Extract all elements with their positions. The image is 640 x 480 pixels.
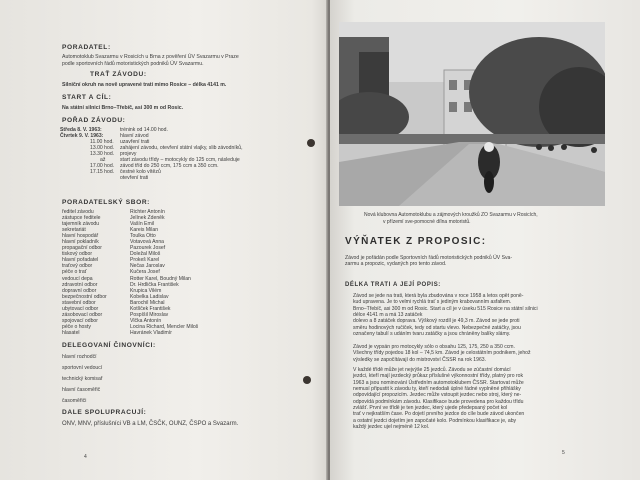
delegovani-role: technický komisař	[62, 376, 103, 382]
sbor-name: Prokeš Karel	[130, 257, 160, 264]
sbor-name: Jelínek Zdeněk	[130, 215, 165, 222]
sbor-name: Pazourek Josef	[130, 245, 166, 252]
schedule-time: Čtvrtek 9. V. 1963:	[60, 133, 104, 140]
sbor-name: Barochil Michal	[130, 299, 165, 306]
delka-line: směru hodinových ručiček, tedy od startu vlevo. Nebezpečné zatáčky, jsou	[353, 324, 521, 331]
sbor-heading: PORADATELSKÝ SBOR:	[62, 199, 150, 206]
schedule-descs	[120, 127, 243, 181]
ucast-line: nemusí připustit k závodu ty, kteří nedodali úplné řádné vyplněné přihlášky	[353, 386, 521, 393]
schedule-desc: trénink od 14.00 hod.	[120, 127, 168, 133]
delegovani-role: hlavní časoměřič	[62, 387, 101, 393]
schedule-time: 13.00 hod.	[90, 145, 115, 152]
sbor-name: Locina Richard, Mencler Miloš	[130, 323, 199, 330]
sbor-role: spojovací odbor	[62, 317, 98, 324]
sbor-name: Kučera Josef	[130, 269, 160, 276]
sbor-name: Kareis Milan	[130, 227, 159, 234]
sbor-name: Pospíšil Miroslav	[130, 311, 169, 318]
sbor-name: Nečas Jaroslav	[130, 263, 165, 270]
ucast-line: zvlášť. První ve třídě je ten jezdec, který ujede předepsaný počet kol	[353, 405, 508, 412]
schedule-time: 11.00 hod.	[90, 139, 114, 146]
punch-hole	[303, 376, 311, 384]
schedule-desc: otevření trati	[120, 175, 149, 182]
schedule-desc: závod tříd do 250 ccm, 175 ccm a 350 ccm.	[120, 163, 219, 170]
intro-line: zarmu a propozic, vydaných pro tento závod.	[345, 261, 447, 268]
schedule-times	[60, 127, 114, 175]
sbor-name: Doležal Miloš	[130, 251, 161, 258]
sbor-name: Richter Antonín	[130, 209, 165, 215]
poradatel-line-2: podle sportovních řádů motoristických podniků ÚV Svazarmu.	[62, 61, 204, 67]
sbor-role: ubytovací odbor	[62, 305, 99, 312]
delka-line: Závod se jede na trati, která byla zbudována v roce 1958 a letos opět poně-	[353, 293, 524, 299]
sbor-role: hlasatel	[62, 329, 80, 336]
schedule-time: 17.00 hod.	[90, 163, 115, 170]
delegovani-roles	[62, 352, 102, 407]
sbor-role: sekretariát	[62, 227, 86, 234]
schedule-desc: start závodu třídy – motocykly do 125 ccm, následuje	[120, 157, 240, 164]
trat-heading: TRAŤ ZÁVODU:	[90, 71, 147, 78]
sbor-role: bezpečnostní odbor	[62, 293, 107, 300]
sbor-role: vedoucí depa	[62, 275, 93, 282]
ucast-line: odpovídá podmínkám závodu. Klasifikace bude provedena pro každou třídu	[353, 398, 524, 405]
sbor-name: Rotter Karel, Boudný Milan	[130, 275, 191, 282]
schedule-desc: hlavní závod	[120, 133, 149, 140]
sbor-name: Kobelka Ladislav	[130, 293, 169, 300]
sbor-name: Votavová Anna	[130, 239, 164, 246]
delegovani-role: sportovní vedoucí	[62, 365, 103, 371]
schedule-time: 13.30 hod.	[90, 151, 115, 158]
ucast-line: trať v nejkratším čase. Po dojetí prvního jezdce do cíle bude závod ukončen	[353, 411, 525, 418]
sbor-role: hlavní pořadatel	[62, 257, 99, 264]
intro-line: Závod je pořádán podle Sportovních řádů motoristických podniků ÚV Sva-	[345, 255, 513, 261]
delegovani-heading: DELEGOVANÍ ČINOVNÍCI:	[62, 342, 156, 349]
sbor-role: tajemník závodu	[62, 221, 100, 228]
sbor-role: hlavní hospodář	[62, 233, 99, 240]
sbor-name: Vlčka Antonín	[130, 317, 162, 324]
poradatel-heading: PORADATEL:	[62, 44, 111, 51]
page-number-right: 5	[562, 450, 565, 456]
ucast-line: každý jezdec ujel nejméně 12 kol.	[353, 424, 430, 431]
delka-heading: DÉLKA TRATI A JEJÍ POPIS:	[345, 282, 441, 288]
sbor-roles	[62, 209, 107, 336]
schedule-desc: uzavření trati	[120, 139, 150, 146]
sbor-role: péče o trať	[62, 269, 87, 276]
schedule-desc: čestné kolo vítězů	[120, 169, 161, 176]
sbor-name: Toulka Otto	[130, 233, 156, 240]
sbor-role: zásobovací odbor	[62, 311, 103, 318]
race-photo-image	[339, 22, 605, 206]
delka-line: dolevo a 8 zatáček doprava. Výškový rozdíl je 49,3 m. Závod se jede proti	[353, 318, 520, 325]
ucast-line: 1963 a jsou nominování Ústředním automotoklubem ČSSR. Startovat může	[353, 379, 524, 386]
schedule-time: Středa 8. V. 1963:	[60, 127, 102, 133]
ucast-paragraph	[353, 367, 524, 430]
ucast-line: a ostatní jezdci dojetím jen započaté kolo. Podmínkou klasifikace je, aby	[353, 417, 517, 424]
sbor-role: dopravní odbor	[62, 287, 97, 294]
schedule-desc: projevy	[120, 151, 137, 158]
sbor-role: péče o hosty	[62, 323, 91, 330]
sbor-role: zdravotní odbor	[62, 281, 98, 288]
sbor-name: Kotlíček František	[130, 305, 171, 312]
photo-caption-line-2: v přízemí sve-pomocné dílna motoristů.	[383, 219, 471, 225]
ucast-line: jezdci, kteří mají jezdecký průkaz příslušné výkonnostní třídy, platný pro rok	[353, 373, 524, 380]
delka-line: Brno–Třebíč, asi 300 m od Rosic. Start a cíl je v úseku 515 Rosice na státní silnici	[353, 305, 538, 312]
sbor-role: stavební odbor	[62, 299, 96, 306]
photo-caption-line-1: Nová klubovna Automotoklubu a zájmových kroužků ZO Svazarmu v Rosicích,	[364, 212, 538, 218]
start-text: Na státní silnici Brno–Třebíč, asi 300 m od Rosic.	[62, 105, 184, 111]
sbor-name: Vašín Emil	[130, 221, 154, 228]
punch-hole	[307, 139, 315, 147]
zavod-line: výsledky se započítávají do mistrovství ČSSR na rok 1963.	[353, 356, 487, 363]
schedule-time: 17.15 hod.	[90, 169, 115, 176]
page-number-left: 4	[84, 454, 87, 460]
delka-paragraph	[353, 293, 538, 337]
start-heading: START A CÍL:	[62, 94, 112, 101]
spolupracuji-text: ONV, MNV, příslušníci VB a LM, ČSČK, OUNZ, ČSPO a Svazarm.	[62, 421, 239, 427]
delka-line: označeny tabulí s udáním tvaru zatáčky a jsou chráněny balíky slámy.	[353, 331, 511, 338]
porad-heading: POŘAD ZÁVODU:	[62, 117, 126, 124]
sbor-name: Dr. Hrdlička František	[130, 281, 179, 288]
sbor-role: tiskový odbor	[62, 251, 93, 258]
sbor-name: Havránek Vladimír	[130, 329, 172, 336]
ucast-line: odpovídající propozicím. Jezdec může vstoupit jezdec nebo stroj, který ne-	[353, 392, 522, 399]
poradatel-line-1: Automotoklub Svazarmu v Rosicích u Brna z pověření ÚV Svazarmu v Praze	[62, 54, 239, 60]
zavod-paragraph	[353, 344, 531, 363]
sbor-role: hlavní pokladník	[62, 239, 99, 246]
delegovani-role: hlavní rozhodčí	[62, 354, 97, 360]
schedule-time: až	[100, 157, 106, 164]
delegovani-role: časoměřiči	[62, 398, 87, 404]
spolupracuji-heading: DALE SPOLUPRACUJÍ:	[62, 409, 147, 416]
zavod-line: Závod je vypsán pro motocykly sólo o obsahu 125, 175, 250 a 350 ccm.	[353, 344, 515, 350]
schedule-desc: zahájení závodu, otevření státní vlajky, slib závodníků,	[120, 145, 243, 152]
delka-line: délce 4141 m a má 13 zatáček	[353, 312, 423, 319]
intro-paragraph	[345, 255, 512, 268]
sbor-names	[130, 209, 198, 336]
sbor-name: Krupica Vilém	[130, 287, 162, 294]
trat-text: Silniční okruh na nově upravené trati mimo Rosice – délka 4141 m.	[62, 82, 227, 88]
ucast-line: V každé třídě může jet nejvýše 25 jezdců. Závodu se zúčastní domácí	[353, 367, 511, 373]
extract-title: VÝŇATEK Z PROPOSIC:	[345, 236, 487, 247]
sbor-role: traťový odbor	[62, 263, 93, 270]
sbor-role: ředitel závodu	[62, 209, 94, 215]
delka-line: kud upravena. Je to velmi rychlá trať s jediným krabovanním asfaltem.	[353, 299, 512, 306]
race-photo	[339, 22, 605, 206]
sbor-role: zástupce ředitele	[62, 215, 101, 222]
sbor-role: propagační odbor	[62, 245, 102, 252]
zavod-line: Všechny třídy pojedou 18 kol – 74,5 km. Závod je celostátním podnikem, jehož	[353, 350, 531, 357]
